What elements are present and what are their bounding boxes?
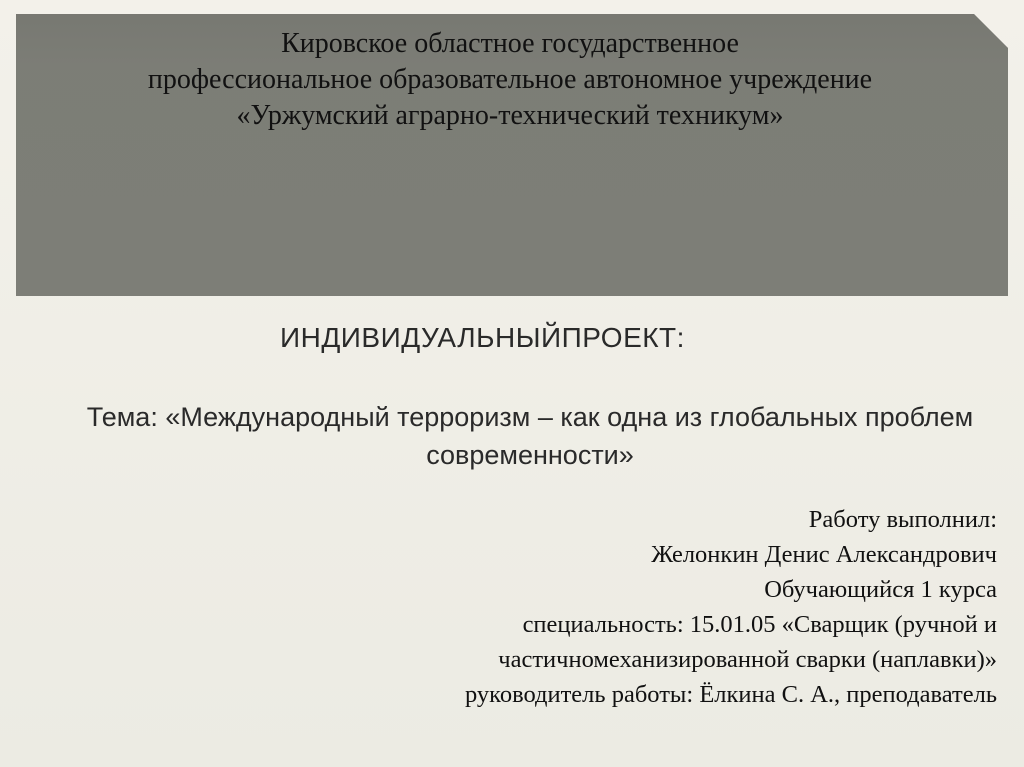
topic-line-2: современности» xyxy=(426,440,634,470)
topic-line-1: Тема: «Международный терроризм – как одна из глобальных проблем xyxy=(86,402,974,432)
author-line-3: Обучающийся 1 курса xyxy=(764,576,997,603)
author-info xyxy=(297,502,997,712)
author-line-5: частичномеханизированной сварки (наплавки)» xyxy=(498,646,997,673)
author-line-2: Желонкин Денис Александрович xyxy=(651,541,997,568)
author-line-1: Работу выполнил: xyxy=(808,506,997,533)
institution-name xyxy=(80,26,940,134)
institution-line-3: «Уржумский аграрно-технический техникум» xyxy=(236,100,784,131)
institution-line-1: Кировское областное государственное xyxy=(281,28,739,59)
institution-line-2: профессиональное образовательное автономное учреждение xyxy=(147,64,873,95)
project-title: ИНДИВИДУАЛЬНЫЙПРОЕКТ: xyxy=(280,322,685,353)
author-line-6: руководитель работы: Ёлкина С. А., преподаватель xyxy=(464,681,997,708)
project-topic xyxy=(40,398,1020,474)
author-line-4: специальность: 15.01.05 «Сварщик (ручной и xyxy=(522,611,997,638)
